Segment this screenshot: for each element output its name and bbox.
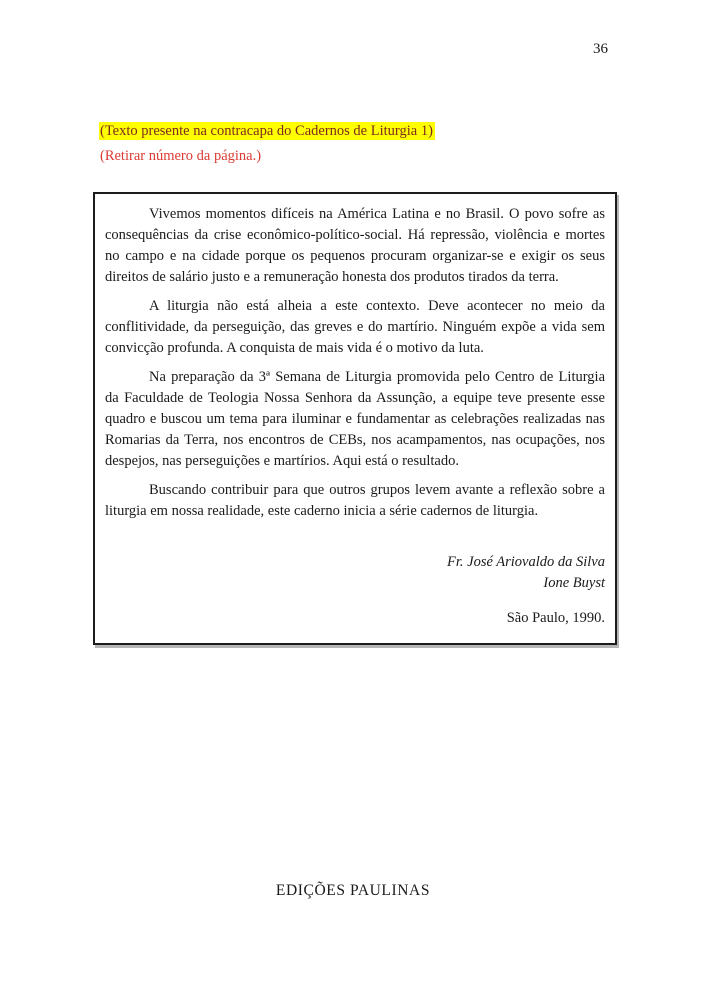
back-cover-text-box [93,192,617,645]
publisher-name: EDIÇÕES PAULINAS [275,882,431,899]
highlighted-annotation: (Texto presente na contracapa do Cadernos de Liturgia 1) [100,123,433,139]
paragraph-4: Buscando contribuir para que outros grupos levem avante a reflexão sobre a liturgia em nossa realidade, este caderno inicia a série cadernos de liturgia. [105,482,605,519]
highlighted-annotation-line [99,121,435,141]
paragraph-1: Vivemos momentos difíceis na América Latina e no Brasil. O povo sofre as consequências da crise econômico-político-social. Há repressão, violência e mortes no campo e na cidade porque os pequenos procuram organizar-se e exigir os seus direitos de salário justo e a remuneração honesta dos produtos tirados da terra. [105,206,605,285]
page-number: 36 [593,41,608,57]
signature-author-1: Fr. José Ariovaldo da Silva [446,554,605,570]
place-date: São Paulo, 1990. [506,610,605,626]
signature-block [105,552,605,594]
red-annotation: (Retirar número da página.) [100,148,262,164]
paragraph-2: A liturgia não está alheia a este contexto. Deve acontecer no meio da conflitividade, da perseguição, das greves e do martírio. Ninguém expõe a vida sem convicção profunda. A conquista de mais vida é o motivo da luta. [105,298,605,356]
paragraph-3: Na preparação da 3ª Semana de Liturgia promovida pelo Centro de Liturgia da Faculdade de Teologia Nossa Senhora da Assunção, a equipe teve presente esse quadro e buscou um tema para iluminar e fundamentar as celebrações realizadas nas Romarias da Terra, nos encontros de CEBs, nos acampamentos, nas ocupações, nos despejos, nas perseguições e martírios. Aqui está o resultado. [105,369,605,469]
signature-author-2: Ione Buyst [543,575,605,591]
